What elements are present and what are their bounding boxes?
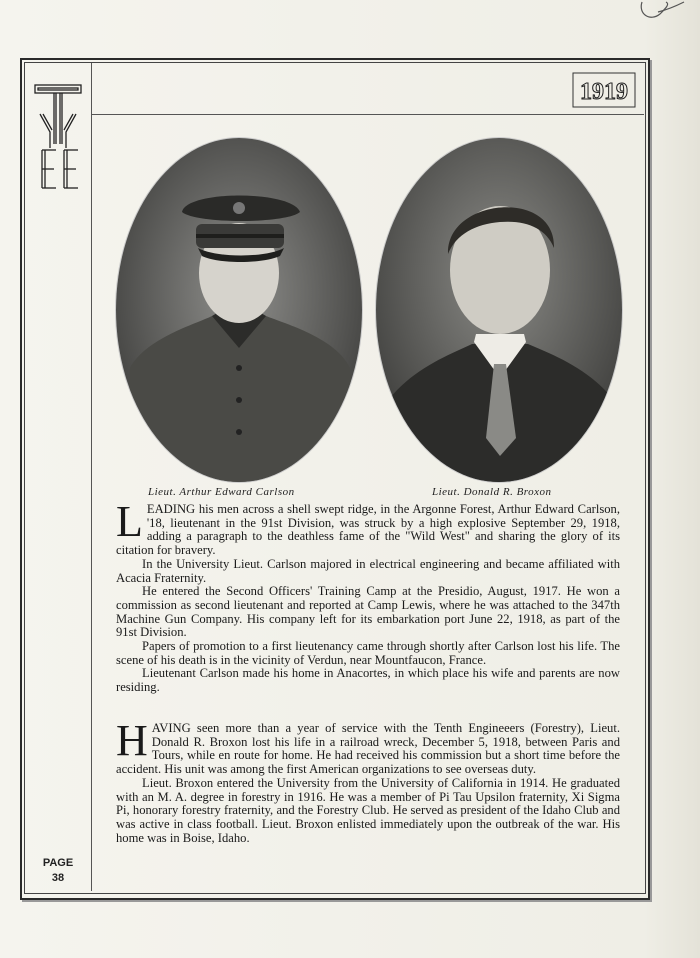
broxon-paragraph: Lieut. Broxon entered the University from the University of California in 1914. He graduated with an M. A. degree in forestry in 1916. He was a member of Pi Tau Upsilon fraternity, Xi Sigma Pi, honorary forestry fraternity, and the Forestry Club. He served as president of the Idaho Club and was active in class football. Lieut. Broxon enlisted immediately upon the outbreak of the war. His home was in Boise, Idaho. — [116, 775, 620, 845]
header-rule — [92, 114, 644, 115]
carlson-article — [116, 497, 620, 695]
year-label: 1919 — [580, 79, 628, 105]
carlson-lead-text: EADING his men across a shell swept ridge, in the Argonne Forest, Arthur Edward Carlson, '18, lieutenant in the 91st Division, was struck by a high explosive September 29, 1918, adding a paragraph to the deathless fame of the "Wild West" and sharing the glory of its citation for bravery. — [116, 502, 620, 558]
drop-cap: H — [116, 716, 148, 765]
drop-cap: L — [116, 497, 143, 546]
year-1919-emblem — [572, 72, 636, 108]
caption-carlson: Lieut. Arthur Edward Carlson — [148, 486, 295, 498]
portrait-carlson — [116, 138, 362, 482]
page-number: 38 — [51, 872, 65, 884]
carlson-paragraph: In the University Lieut. Carlson majored in electrical engineering and became affiliated with Acacia Fraternity. — [116, 556, 620, 585]
margin-rule — [91, 63, 92, 891]
carlson-paragraph: Lieutenant Carlson made his home in Anacortes, in which place his wife and parents are now residing. — [116, 666, 620, 695]
carlson-paragraph: Papers of promotion to a first lieutenancy came through shortly after Carlson lost his life. The scene of his death is in the vicinity of Verdun, near Mountfaucon, France. — [116, 639, 620, 667]
caption-broxon: Lieut. Donald R. Broxon — [432, 486, 552, 498]
portrait-broxon — [376, 138, 622, 482]
tyee-logo — [34, 84, 82, 192]
pencil-mark — [636, 0, 686, 22]
broxon-lead-text: AVING seen more than a year of service with the Tenth Engineeers (Forestry), Lieut. Donald R. Broxon lost his life in a railroad wreck, December 5, 1918, between Paris and Tours, while en route for home. He had received his commission but a short time before the accident. His unit was among the first American organizations to see overseas duty. — [116, 721, 620, 777]
page-number-block — [38, 856, 78, 886]
page-label: PAGE — [42, 857, 74, 869]
carlson-lead-paragraph — [116, 497, 620, 558]
broxon-article — [116, 716, 620, 845]
broxon-lead-paragraph — [116, 716, 620, 777]
carlson-paragraph: He entered the Second Officers' Training Camp at the Presidio, August, 1917. He won a commission as second lieutenant and reported at Camp Lewis, where he was attached to the 347th Machine Gun Company. His company left for its embarkation port June 22, 1918, as part of the 91st Division. — [116, 584, 620, 640]
